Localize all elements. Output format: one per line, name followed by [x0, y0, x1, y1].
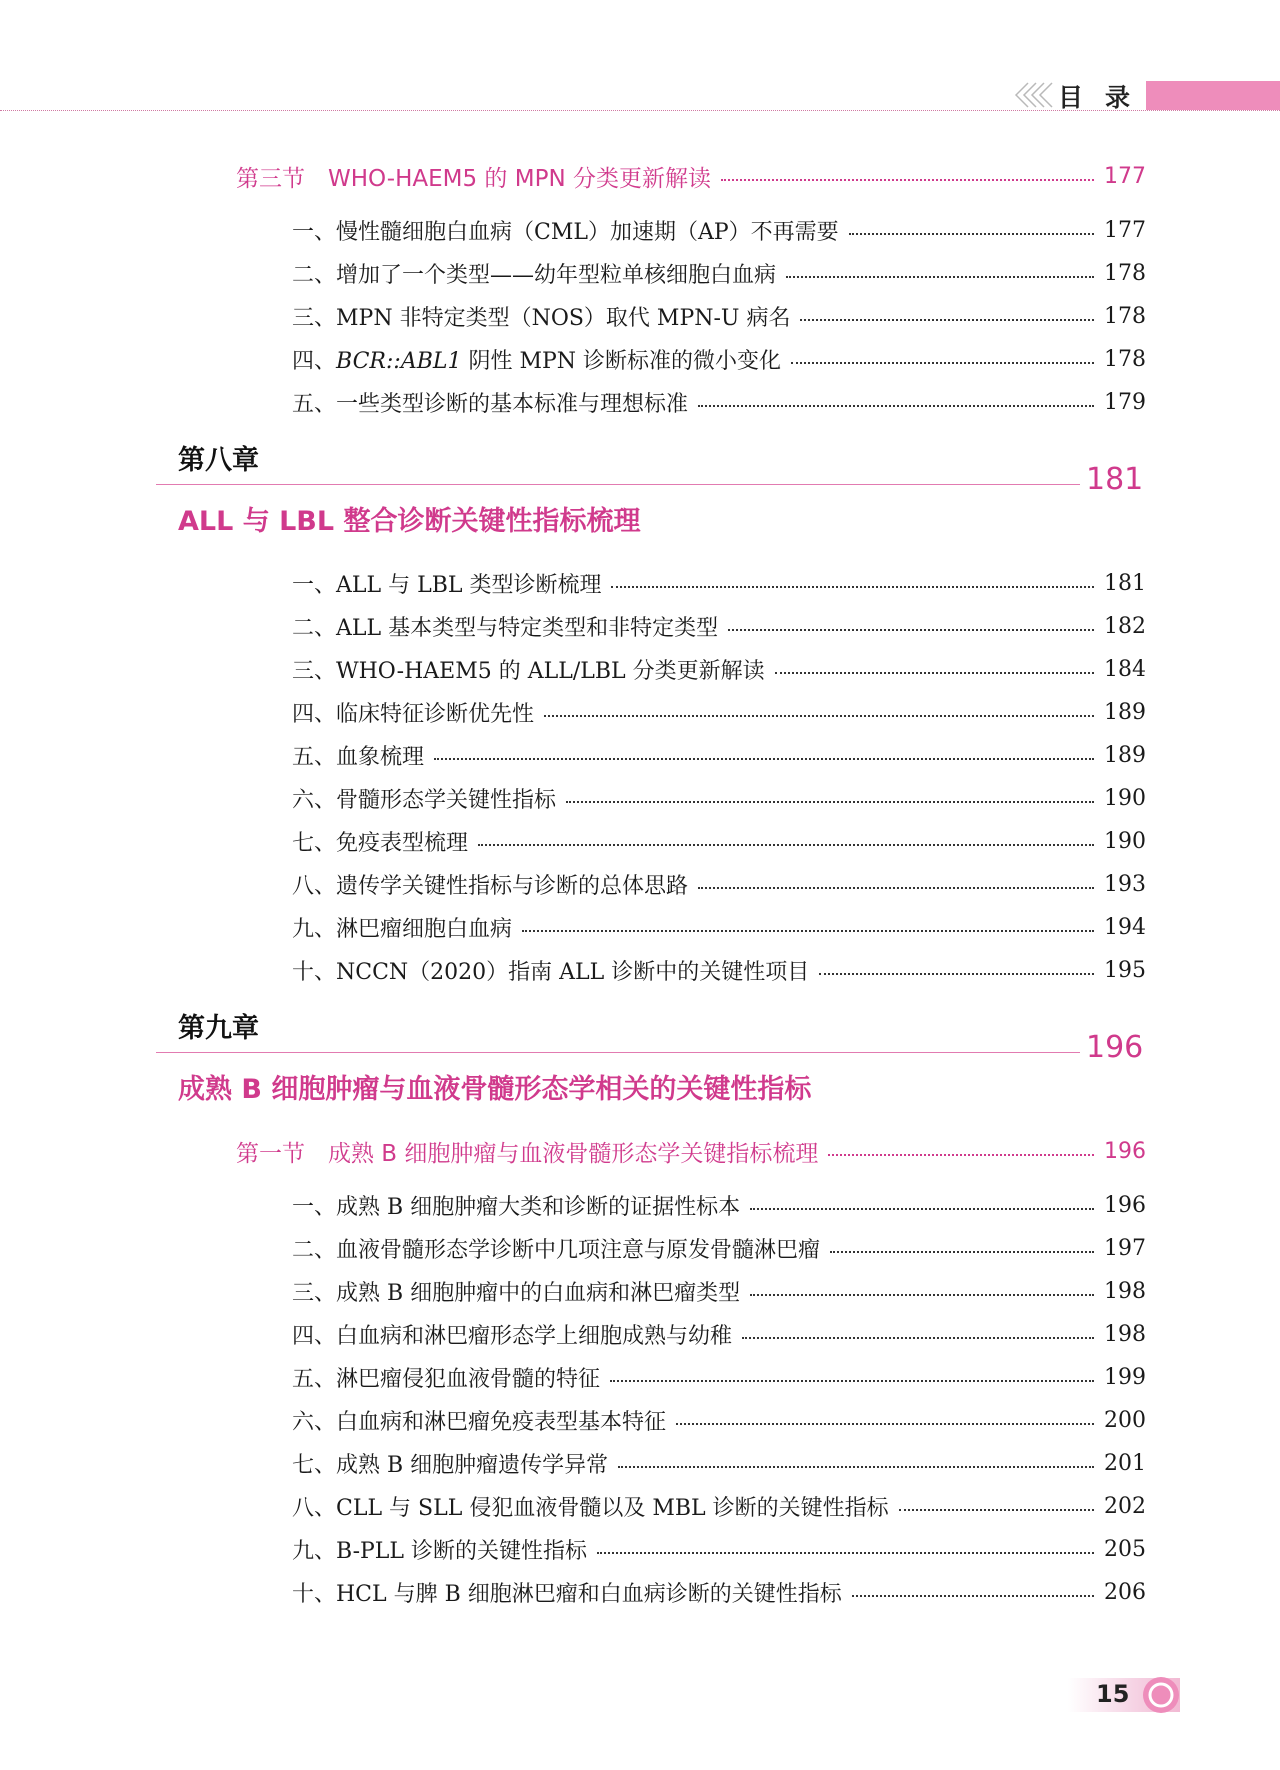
toc-entry[interactable] — [292, 1361, 1144, 1393]
dot-leader — [611, 586, 1094, 588]
entry-title: 一、成熟 B 细胞肿瘤大类和诊断的证据性标本 — [292, 1194, 741, 1220]
toc-entry[interactable] — [292, 343, 1144, 375]
entry-title-prefix: 四、 — [292, 348, 337, 374]
toc-entry[interactable] — [292, 257, 1144, 289]
entry-title — [292, 344, 781, 375]
dot-leader — [676, 1423, 1094, 1425]
toc-entry[interactable] — [292, 911, 1144, 943]
chapter-divider — [156, 1052, 1080, 1053]
dot-leader — [597, 1552, 1094, 1554]
dot-leader — [849, 233, 1094, 235]
entry-title: 六、白血病和淋巴瘤免疫表型基本特征 — [292, 1409, 667, 1435]
entry-title: 九、淋巴瘤细胞白血病 — [292, 916, 513, 942]
toc-entry[interactable] — [292, 1275, 1144, 1307]
entry-title: 十、HCL 与脾 B 细胞淋巴瘤和白血病诊断的关键性指标 — [292, 1581, 842, 1607]
toc-entry[interactable] — [292, 1533, 1144, 1565]
dot-leader — [618, 1466, 1094, 1468]
entry-title-suffix: 阴性 MPN 诊断标准的微小变化 — [461, 348, 782, 374]
chapter-page[interactable]: 196 — [1086, 1030, 1144, 1065]
entry-page: 200 — [1104, 1407, 1146, 1433]
section-page: 196 — [1104, 1138, 1146, 1164]
dot-leader — [899, 1509, 1094, 1511]
toc-entry[interactable] — [292, 1447, 1144, 1479]
entry-page: 205 — [1104, 1536, 1146, 1562]
entry-title: 八、CLL 与 SLL 侵犯血液骨髓以及 MBL 诊断的关键性指标 — [292, 1495, 889, 1521]
entry-page: 184 — [1104, 656, 1146, 682]
dot-leader — [566, 801, 1094, 803]
entry-page: 190 — [1104, 828, 1146, 854]
entry-title: 三、MPN 非特定类型（NOS）取代 MPN-U 病名 — [292, 305, 791, 331]
entry-page: 196 — [1104, 1192, 1146, 1218]
chapter-label: 第八章 — [178, 445, 259, 476]
entry-title: 三、WHO-HAEM5 的 ALL/LBL 分类更新解读 — [292, 658, 765, 684]
entry-page: 181 — [1104, 570, 1146, 596]
toc-entry[interactable] — [292, 1232, 1144, 1264]
entry-page: 197 — [1104, 1235, 1146, 1261]
entry-title-gene: BCR::ABL1 — [336, 348, 462, 374]
entry-title: 二、ALL 基本类型与特定类型和非特定类型 — [292, 615, 719, 641]
chapter-title[interactable]: 成熟 B 细胞肿瘤与血液骨髓形态学相关的关键性指标 — [178, 1074, 812, 1105]
dot-leader — [721, 179, 1094, 181]
dot-leader — [742, 1337, 1094, 1339]
chapter-divider — [156, 484, 1080, 485]
dot-leader — [698, 405, 1094, 407]
entry-page: 195 — [1104, 957, 1146, 983]
entry-page: 194 — [1104, 914, 1146, 940]
entry-page: 193 — [1104, 871, 1146, 897]
entry-page: 178 — [1104, 260, 1146, 286]
entry-page: 179 — [1104, 389, 1146, 415]
toc-entry[interactable] — [292, 782, 1144, 814]
entry-title: 六、骨髓形态学关键性指标 — [292, 787, 557, 813]
entry-page: 178 — [1104, 303, 1146, 329]
toc-section-row[interactable] — [236, 1135, 1144, 1167]
header-title: 目录 — [1058, 83, 1153, 112]
entry-title: 八、遗传学关键性指标与诊断的总体思路 — [292, 873, 689, 899]
toc-entry[interactable] — [292, 1189, 1144, 1221]
toc-entry[interactable] — [292, 1576, 1144, 1608]
entry-page: 206 — [1104, 1579, 1146, 1605]
entry-title: 七、免疫表型梳理 — [292, 830, 469, 856]
entry-title: 五、一些类型诊断的基本标准与理想标准 — [292, 391, 689, 417]
dot-leader — [750, 1208, 1094, 1210]
chapter-label: 第九章 — [178, 1013, 259, 1044]
dot-leader — [522, 930, 1094, 932]
dot-leader — [728, 629, 1094, 631]
toc-entry[interactable] — [292, 1404, 1144, 1436]
entry-page: 201 — [1104, 1450, 1146, 1476]
page-marker-icon — [1142, 1676, 1180, 1714]
entry-title: 二、增加了一个类型——幼年型粒单核细胞白血病 — [292, 262, 777, 288]
entry-title: 一、ALL 与 LBL 类型诊断梳理 — [292, 572, 602, 598]
section-title: 第一节 成熟 B 细胞肿瘤与血液骨髓形态学关键指标梳理 — [236, 1140, 819, 1167]
dot-leader — [791, 362, 1094, 364]
toc-entry[interactable] — [292, 300, 1144, 332]
dot-leader — [544, 715, 1094, 717]
section-title: 第三节 WHO-HAEM5 的 MPN 分类更新解读 — [236, 165, 711, 192]
dot-leader — [698, 887, 1094, 889]
toc-section-row[interactable] — [236, 160, 1144, 192]
entry-page: 198 — [1104, 1321, 1146, 1347]
toc-entry[interactable] — [292, 825, 1144, 857]
header-divider — [0, 110, 1280, 111]
toc-entry[interactable] — [292, 1490, 1144, 1522]
toc-entry[interactable] — [292, 954, 1144, 986]
entry-title: 十、NCCN（2020）指南 ALL 诊断中的关键性项目 — [292, 959, 810, 985]
entry-title: 七、成熟 B 细胞肿瘤遗传学异常 — [292, 1452, 609, 1478]
dot-leader — [434, 758, 1094, 760]
header-band — [1146, 81, 1280, 110]
dot-leader — [775, 672, 1094, 674]
entry-page: 190 — [1104, 785, 1146, 811]
dot-leader — [800, 319, 1094, 321]
entry-page: 178 — [1104, 346, 1146, 372]
dot-leader — [750, 1294, 1094, 1296]
dot-leader — [819, 973, 1094, 975]
page-number: 15 — [1096, 1680, 1130, 1708]
toc-entry[interactable] — [292, 739, 1144, 771]
entry-title: 五、血象梳理 — [292, 744, 425, 770]
toc-entry[interactable] — [292, 610, 1144, 642]
toc-entry[interactable] — [292, 386, 1144, 418]
chevron-decor-icon — [1014, 80, 1054, 110]
entry-page: 198 — [1104, 1278, 1146, 1304]
dot-leader — [478, 844, 1094, 846]
entry-title: 一、慢性髓细胞白血病（CML）加速期（AP）不再需要 — [292, 219, 839, 245]
chapter-title[interactable]: ALL 与 LBL 整合诊断关键性指标梳理 — [178, 506, 641, 537]
dot-leader — [786, 276, 1094, 278]
entry-title: 二、血液骨髓形态学诊断中几项注意与原发骨髓淋巴瘤 — [292, 1237, 821, 1263]
entry-page: 177 — [1104, 217, 1146, 243]
entry-page: 189 — [1104, 742, 1146, 768]
entry-page: 189 — [1104, 699, 1146, 725]
toc-entry[interactable] — [292, 696, 1144, 728]
entry-page: 202 — [1104, 1493, 1146, 1519]
toc-entry[interactable] — [292, 653, 1144, 685]
entry-title: 三、成熟 B 细胞肿瘤中的白血病和淋巴瘤类型 — [292, 1280, 741, 1306]
dot-leader — [610, 1380, 1094, 1382]
toc-entry[interactable] — [292, 1318, 1144, 1350]
toc-entry[interactable] — [292, 214, 1144, 246]
toc-entry[interactable] — [292, 868, 1144, 900]
entry-page: 199 — [1104, 1364, 1146, 1390]
entry-title: 五、淋巴瘤侵犯血液骨髓的特征 — [292, 1366, 601, 1392]
chapter-page[interactable]: 181 — [1086, 462, 1144, 497]
dot-leader — [852, 1595, 1094, 1597]
dot-leader — [830, 1251, 1094, 1253]
entry-title: 四、白血病和淋巴瘤形态学上细胞成熟与幼稚 — [292, 1323, 733, 1349]
section-page: 177 — [1104, 163, 1146, 189]
entry-page: 182 — [1104, 613, 1146, 639]
toc-entry[interactable] — [292, 567, 1144, 599]
entry-title: 四、临床特征诊断优先性 — [292, 701, 535, 727]
entry-title: 九、B-PLL 诊断的关键性指标 — [292, 1538, 588, 1564]
dot-leader — [828, 1154, 1094, 1156]
